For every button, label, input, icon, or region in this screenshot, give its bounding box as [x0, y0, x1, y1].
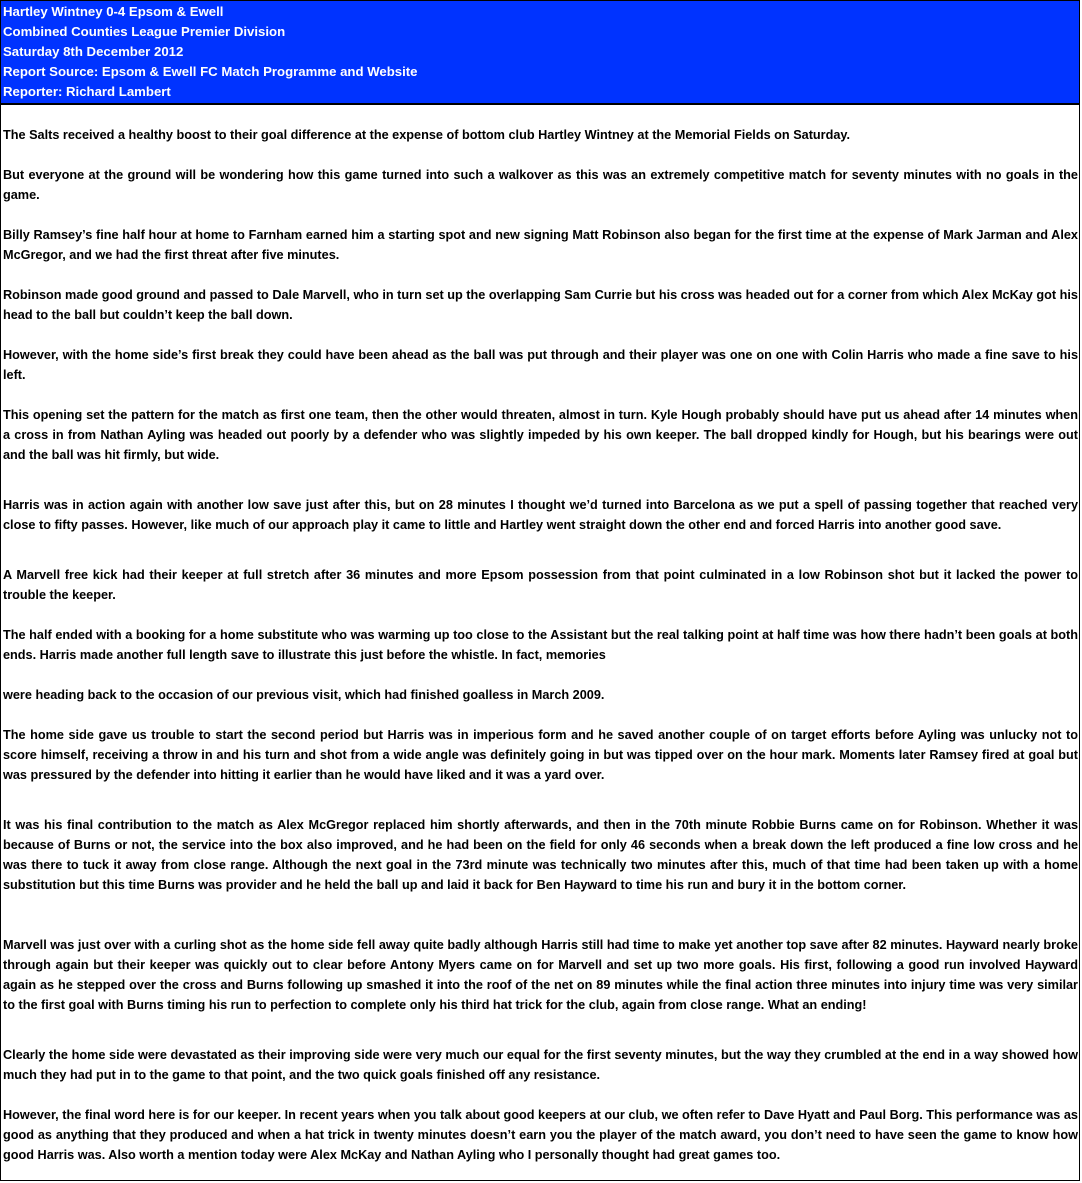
report-header — [1, 1, 1079, 105]
report-paragraph: Robinson made good ground and passed to Dale Marvell, who in turn set up the overlapping Sam Currie but his cross was headed out for a corner from which Alex McKay got his head to the ball but couldn’t keep the ball down. — [3, 288, 1078, 322]
report-paragraph: However, the final word here is for our keeper. In recent years when you talk about good keepers at our club, we often refer to Dave Hyatt and Paul Borg. This performance was as good as anything that they produced and when a hat trick in twenty minutes doesn’t earn you the player of the match award, you don’t need to have seen the game to know how good Harris was. Also worth a mention today were Alex McKay and Nathan Ayling who I personally thought had great games too. — [3, 1108, 1078, 1162]
report-paragraph: But everyone at the ground will be wondering how this game turned into such a walkover as this was an extremely competitive match for seventy minutes with no goals in the game. — [3, 168, 1078, 202]
report-source: Report Source: Epsom & Ewell FC Match Programme and Website — [3, 64, 418, 79]
report-paragraph: were heading back to the occasion of our previous visit, which had finished goalless in March 2009. — [3, 688, 605, 702]
report-paragraph: Clearly the home side were devastated as their improving side were very much our equal for the first seventy minutes, but the way they crumbled at the end in a way showed how much they had put in to the game to that point, and the two quick goals finished off any resistance. — [3, 1048, 1078, 1082]
report-paragraph: Marvell was just over with a curling shot as the home side fell away quite badly although Harris still had time to make yet another top save after 82 minutes. Hayward nearly broke through again but their keeper was quickly out to clear before Antony Myers came on for Marvell and set up two more goals. His first, following a good run involved Hayward again as he stepped over the cross and Burns following up smashed it into the roof of the net on 89 minutes while the final action three minutes into injury time was very similar to the first goal with Burns timing his run to perfection to complete only his third hat trick for the club, again from close range. What an ending! — [3, 938, 1078, 1012]
report-paragraph: The home side gave us trouble to start the second period but Harris was in imperious form and he saved another couple of on target efforts before Ayling was unlucky not to score himself, receiving a throw in and his turn and shot from a wide angle was definitely going in but was tipped over on the hour mark. Moments later Ramsey fired at goal but was pressured by the defender into hitting it earlier than he would have liked and it was a yard over. — [3, 728, 1078, 782]
report-body — [1, 105, 1079, 1165]
report-paragraph: This opening set the pattern for the match as first one team, then the other would threaten, almost in turn. Kyle Hough probably should have put us ahead after 14 minutes when a cross in from Nathan Ayling was headed out poorly by a defender who was slightly impeded by his own keeper. The ball dropped kindly for Hough, but his bearings were out and the ball was hit firmly, but wide. — [3, 408, 1078, 462]
reporter-name: Reporter: Richard Lambert — [3, 84, 171, 99]
competition-name: Combined Counties League Premier Division — [3, 24, 286, 39]
report-paragraph: However, with the home side’s first break they could have been ahead as the ball was put through and their player was one on one with Colin Harris who made a fine save to his left. — [3, 348, 1078, 382]
report-paragraph: The half ended with a booking for a home substitute who was warming up too close to the Assistant but the real talking point at half time was how there hadn’t been goals at both ends. Harris made another full length save to illustrate this just before the whistle. In fact, memories — [3, 628, 1078, 662]
report-paragraph: It was his final contribution to the match as Alex McGregor replaced him shortly afterwards, and then in the 70th minute Robbie Burns came on for Robinson. Whether it was because of Burns or not, the service into the box also improved, and he had been on the field for only 46 seconds when a break down the left produced a fine low cross and he was there to tuck it away from close range. Although the next goal in the 73rd minute was technically two minutes after this, much of that time had been taken up with a home substitution but this time Burns was provider and he held the ball up and laid it back for Ben Hayward to time his run and bury it in the bottom corner. — [3, 818, 1078, 892]
match-title: Hartley Wintney 0-4 Epsom & Ewell — [3, 4, 224, 19]
report-paragraph: Harris was in action again with another low save just after this, but on 28 minutes I thought we’d turned into Barcelona as we put a spell of passing together that reached very close to fifty passes. However, like much of our approach play it came to little and Hartley went straight down the other end and forced Harris into another good save. — [3, 498, 1078, 532]
report-paragraph: The Salts received a healthy boost to their goal difference at the expense of bottom club Hartley Wintney at the Memorial Fields on Saturday. — [3, 128, 851, 142]
report-paragraph: Billy Ramsey’s fine half hour at home to Farnham earned him a starting spot and new signing Matt Robinson also began for the first time at the expense of Mark Jarman and Alex McGregor, and we had the first threat after five minutes. — [3, 228, 1078, 262]
report-paragraph: A Marvell free kick had their keeper at full stretch after 36 minutes and more Epsom possession from that point culminated in a low Robinson shot but it lacked the power to trouble the keeper. — [3, 568, 1078, 602]
match-date: Saturday 8th December 2012 — [3, 44, 184, 59]
